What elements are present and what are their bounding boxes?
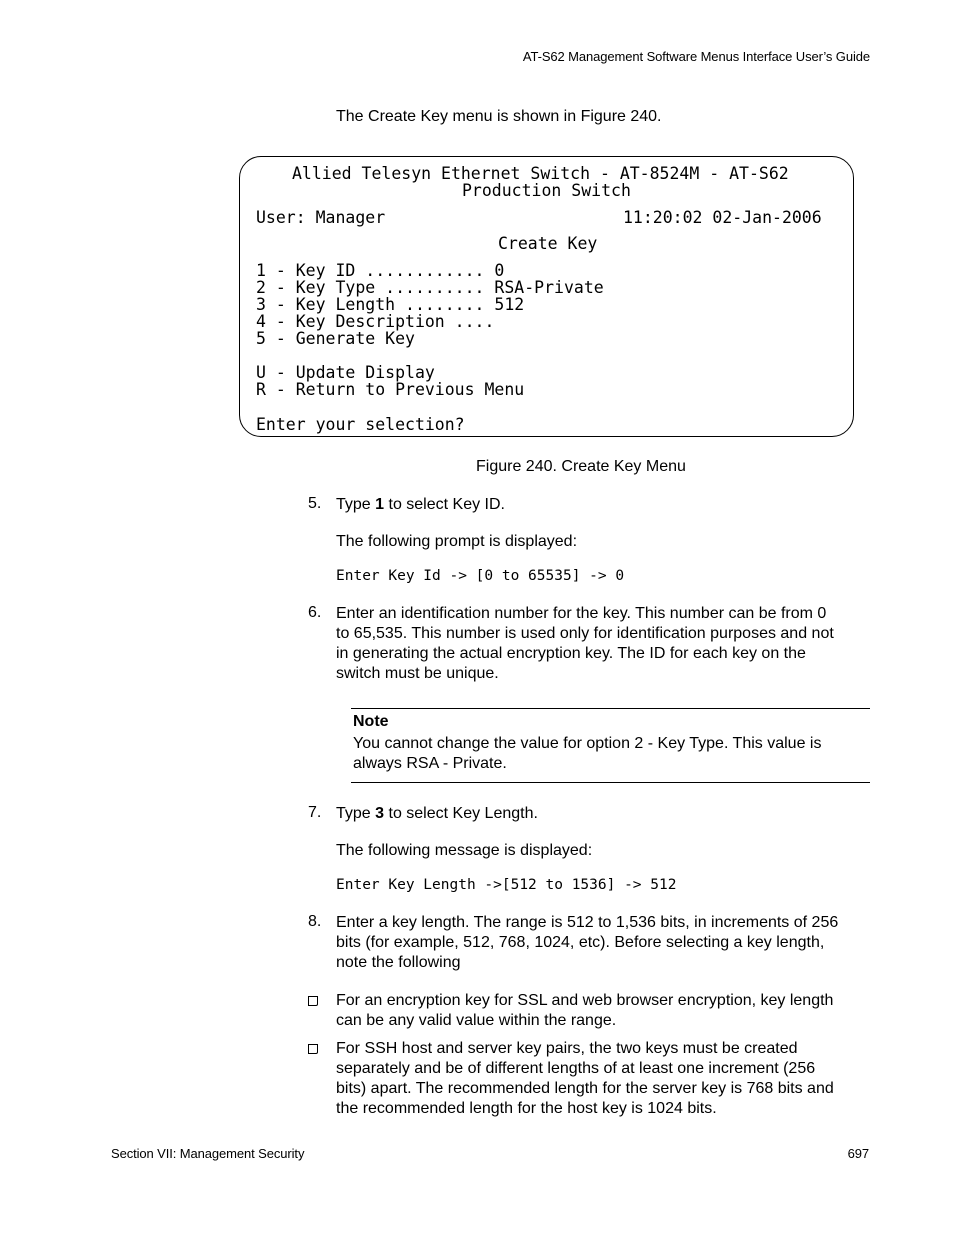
bullet-1-text: For an encryption key for SSL and web browser encryption, key length can be any valid value within the range. [336,992,834,1029]
running-header: AT-S62 Management Software Menus Interface User’s Guide [522,49,870,64]
step-8-text: Enter a key length. The range is 512 to 1,536 bits, in increments of 256 bits (for example, 512, 768, 1024, etc). Before selecting a key length, note the following [336,914,839,971]
menu-option-generate-key: 5 - Generate Key [256,329,415,348]
step-7-code: Enter Key Length ->[512 to 1536] -> 512 [336,877,677,893]
screen-switch-name: Production Switch [462,181,631,200]
menu-option-key-length: 3 - Key Length ........ 512 [256,295,525,314]
step-5-follow: The following prompt is displayed: [336,533,578,550]
page-number: 697 [847,1146,869,1161]
figure-caption: Figure 240. Create Key Menu [476,458,686,475]
step-number-8: 8. [308,913,322,930]
menu-option-update-display: U - Update Display [256,363,435,382]
step-6-text: Enter an identification number for the key. This number can be from 0 to 65,535. This number is used only for identification purposes and not in generating the actual encryption key. The ID for each key on the switch must be unique. [336,605,834,682]
note-box [351,708,870,783]
checkbox-bullet-icon [308,1044,318,1054]
step-5-text: Type 1 to select Key ID. [336,496,505,513]
menu-option-key-id: 1 - Key ID ............ 0 [256,261,505,280]
step-number-6: 6. [308,604,322,621]
screen-title-line: Allied Telesyn Ethernet Switch - AT-8524M - AT-S62 [292,164,789,183]
note-text: You cannot change the value for option 2 - Key Type. This value is always RSA - Private. [353,735,822,772]
step-5-code: Enter Key Id -> [0 to 65535] -> 0 [336,568,625,584]
bullet-2-text: For SSH host and server key pairs, the two keys must be created separately and be of different lengths of at least one increment (256 bits) apart. The recommended length for the server key is 768 bits and the recommended length for the host key is 1024 bits. [336,1040,834,1117]
step-7-text: Type 3 to select Key Length. [336,805,538,822]
step-7-key: 3 [375,805,385,822]
step-number-7: 7. [308,804,322,821]
footer-section: Section VII: Management Security [111,1146,305,1161]
terminal-screen-figure [239,156,854,437]
screen-prompt: Enter your selection? [256,415,465,434]
step-number-5: 5. [308,495,322,512]
checkbox-bullet-icon [308,996,318,1006]
screen-menu-title: Create Key [498,234,598,253]
screen-user: User: Manager [256,208,386,227]
menu-option-key-type: 2 - Key Type .......... RSA-Private [256,278,604,297]
step-5-key: 1 [375,496,385,513]
note-title: Note [353,713,389,730]
menu-option-return: R - Return to Previous Menu [256,380,525,399]
menu-option-key-description: 4 - Key Description .... [256,312,495,331]
intro-paragraph: The Create Key menu is shown in Figure 240. [336,108,662,125]
screen-timestamp: 11:20:02 02-Jan-2006 [623,208,822,227]
step-7-follow: The following message is displayed: [336,842,593,859]
